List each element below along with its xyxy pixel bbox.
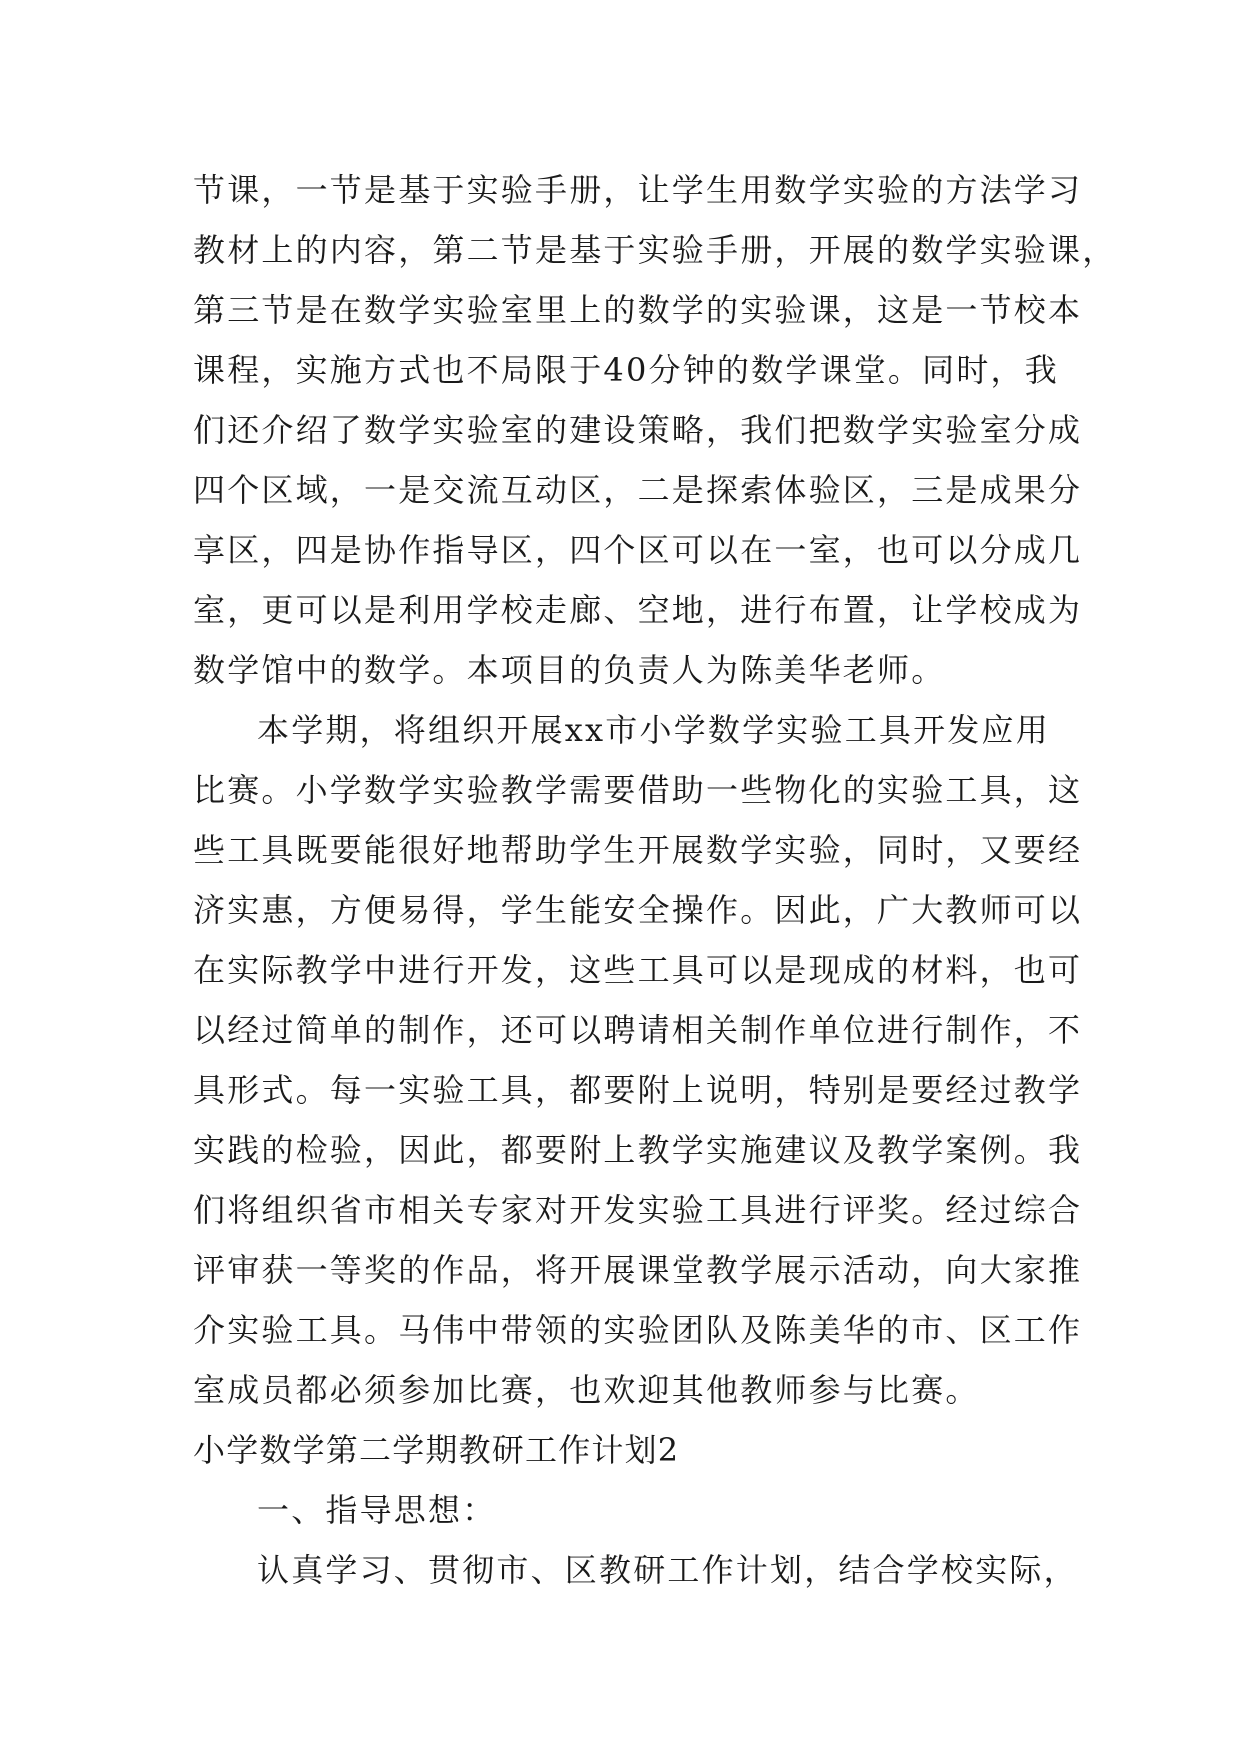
text-line: 四个区域，一是交流互动区，二是探索体验区，三是成果分 (193, 471, 1083, 509)
text-line: 享区，四是协作指导区，四个区可以在一室，也可以分成几 (193, 531, 1083, 569)
paragraph-start-line: 本学期，将组织开展xx市小学数学实验工具开发应用 (257, 711, 1050, 749)
text-line: 室，更可以是利用学校走廊、空地，进行布置，让学校成为 (193, 591, 1083, 629)
subsection-heading: 一、指导思想： (257, 1491, 497, 1529)
text-line: 济实惠，方便易得，学生能安全操作。因此，广大教师可以 (193, 891, 1083, 929)
text-line: 节课，一节是基于实验手册，让学生用数学实验的方法学习 (193, 171, 1083, 209)
paragraph-start-line: 认真学习、贯彻市、区教研工作计划，结合学校实际， (257, 1551, 1078, 1589)
text-line: 些工具既要能很好地帮助学生开展数学实验，同时，又要经 (193, 831, 1083, 869)
text-line: 第三节是在数学实验室里上的数学的实验课，这是一节校本 (193, 291, 1083, 329)
text-line: 具形式。每一实验工具，都要附上说明，特别是要经过教学 (193, 1071, 1083, 1109)
text-line: 以经过简单的制作，还可以聘请相关制作单位进行制作，不 (193, 1011, 1083, 1049)
text-line: 比赛。小学数学实验教学需要借助一些物化的实验工具，这 (193, 771, 1083, 809)
section-title: 小学数学第二学期教研工作计划2 (193, 1431, 680, 1469)
text-line: 室成员都必须参加比赛，也欢迎其他教师参与比赛。 (193, 1371, 980, 1409)
text-line: 数学馆中的数学。本项目的负责人为陈美华老师。 (193, 651, 946, 689)
document-body (193, 160, 1117, 1600)
text-line: 们还介绍了数学实验室的建设策略，我们把数学实验室分成 (193, 411, 1083, 449)
text-line: 课程，实施方式也不局限于40分钟的数学课堂。同时，我 (193, 351, 1059, 389)
text-line: 们将组织省市相关专家对开发实验工具进行评奖。经过综合 (193, 1191, 1083, 1229)
text-line: 在实际教学中进行开发，这些工具可以是现成的材料，也可 (193, 951, 1083, 989)
text-line: 实践的检验，因此，都要附上教学实施建议及教学案例。我 (193, 1131, 1083, 1169)
text-line: 教材上的内容，第二节是基于实验手册，开展的数学实验课， (193, 231, 1117, 269)
text-line: 介实验工具。马伟中带领的实验团队及陈美华的市、区工作 (193, 1311, 1083, 1349)
text-line: 评审获一等奖的作品，将开展课堂教学展示活动，向大家推 (193, 1251, 1083, 1289)
